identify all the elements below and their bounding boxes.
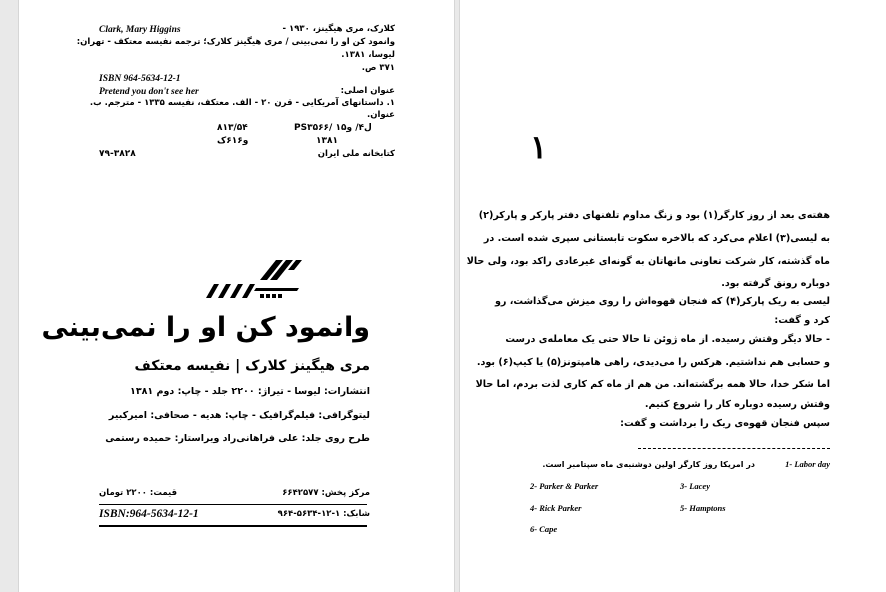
paragraph-line: اما شکر خدا، حالا همه برگشته‌اند. من هم از ماه کم کاری لذت بردم، اما حالا — [475, 379, 830, 390]
credit-print: لیتوگرافی: فیلم‌گرافیک - چاپ: هدیه - صحافی: امیرکبیر — [108, 410, 370, 421]
paragraph-line: دوباره رونق گرفته بود. — [721, 278, 830, 289]
catalog-year: ۱۳۸۱ — [316, 136, 338, 146]
catalog-original-title: Pretend you don't see her — [99, 87, 199, 97]
paragraph-line: و حسابی هم نداشتیم. هرکس را می‌دیدی، راهی هامپتونز(۵) یا کیپ(۶) بود. — [476, 357, 830, 368]
paragraph-line: هفته‌ی بعد از روز کارگر(۱) بود و زنگ مداوم تلفنهای دفتر پارکر و پارکر(۲) — [478, 210, 830, 221]
paragraph-line: - حالا دیگر وقتش رسیده. از ماه ژوئن تا حالا حتی یک معامله‌ی درست — [505, 334, 830, 345]
paragraph-line: ماه گذشته، کار شرکت تعاونی مانهاتان به گونه‌ای غیرعادی راکد بود، ولی حالا — [466, 256, 830, 267]
catalog-record-number: ۷۹-۳۸۲۸ — [99, 149, 136, 159]
chapter-number: ۱ — [530, 128, 548, 166]
right-page — [459, 0, 886, 592]
book-title: وانمود کن او را نمی‌بینی — [41, 312, 370, 343]
catalog-author-en: Clark, Mary Higgins — [99, 25, 181, 35]
footnote-item: 6- Cape — [530, 524, 558, 534]
catalog-cutter: و۶۱۶ک — [217, 136, 249, 146]
catalog-subjects: ۱. داستانهای آمریکایی - قرن ۲۰ - الف. معتکف، نفیسه ۱۳۳۵ - مترجم. ب. — [89, 98, 395, 108]
catalog-author-fa: کلارک، مری هیگینز، ۱۹۳۰ - — [282, 24, 395, 34]
credit-publisher: انتشارات: لیوسا - تیراژ: ۲۲۰۰ جلد - چاپ: دوم ۱۳۸۱ — [130, 386, 370, 397]
footnote-item: 5- Hamptons — [680, 503, 726, 513]
catalog-dewey: ۸۱۳/۵۴ — [217, 123, 248, 133]
paragraph-line: کرد و گفت: — [774, 315, 830, 326]
isbn-en: ISBN:964-5634-12-1 — [99, 508, 199, 520]
book-authors: مری هیگینز کلارک | نفیسه معتکف — [134, 358, 370, 374]
catalog-original-label: عنوان اصلی: — [340, 86, 395, 96]
catalog-title-line: وانمود کن او را نمی‌بینی / مری هیگینز کلارک؛ ترجمه نفیسه معتکف - تهران: — [76, 37, 395, 47]
footnote-separator — [638, 448, 830, 449]
catalog-pages-line: ۳۷۱ ص. — [361, 63, 395, 73]
catalog-class-number: PS۳۵۶۶/ ل۴/ و۱۵ — [294, 123, 372, 133]
price: قیمت: ۲۲۰۰ تومان — [99, 488, 178, 498]
credit-cover: طرح روی جلد: علی فراهانی‌راد ویراستار: حمیده رستمی — [105, 433, 370, 444]
footnote-item: 4- Rick Parker — [530, 503, 582, 513]
divider-rule-bottom — [99, 525, 367, 527]
paragraph-line: به لیسی(۳) اعلام می‌کرد که بالاخره سکوت تابستانی سپری شده است. در — [483, 233, 830, 244]
distribution: مرکز پخش: ۶۶۴۲۵۷۷ — [282, 488, 370, 498]
publisher-logo-icon — [204, 258, 314, 303]
catalog-library: کتابخانه ملی ایران — [317, 149, 395, 159]
catalog-title-label: عنوان. — [366, 110, 395, 120]
footnote-item: 3- Lacey — [680, 481, 710, 491]
footnote-1-en: 1- Labor day — [785, 459, 830, 469]
footnote-item: 2- Parker & Parker — [530, 481, 599, 491]
paragraph-line: سپس فنجان قهوه‌ی ریک را برداشت و گفت: — [620, 418, 830, 429]
catalog-isbn: ISBN 964-5634-12-1 — [99, 74, 181, 84]
isbn-fa: شابک: ۱-۱۲-۵۶۳۴-۹۶۴ — [277, 509, 370, 519]
paragraph-line: وقتش رسیده دوباره کار را شروع کنیم. — [644, 399, 830, 410]
paragraph-line: لیسی به ریک پارکر(۴) که فنجان قهوه‌اش را روی میزش می‌گذاشت، رو — [494, 296, 830, 307]
divider-rule — [99, 504, 367, 505]
footnote-1-fa: در امریکا روز کارگر اولین دوشنبه‌ی ماه سپتامبر است. — [542, 460, 755, 469]
left-page — [18, 0, 455, 592]
catalog-publisher-line: لیوسا، ۱۳۸۱. — [341, 50, 395, 60]
